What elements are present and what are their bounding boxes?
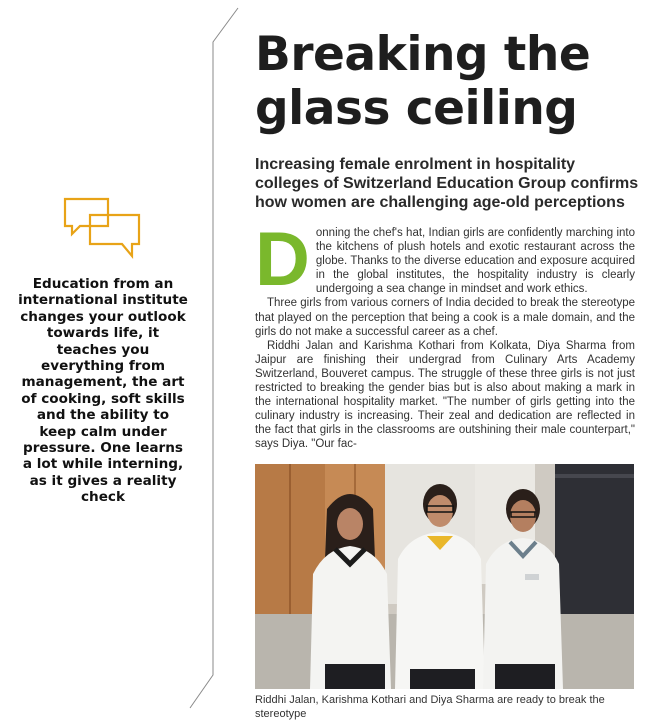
paragraph-2: Three girls from various corners of India decided to break the stereotype that played on the perception that being a cook is a male domain, and the girls do not make a successful career as a chef. <box>255 297 635 338</box>
subheadline: Increasing female enrolment in hospitality colleges of Switzerland Education Group confirms how women are challenging age-old perceptions <box>255 156 639 211</box>
article-body <box>255 217 635 452</box>
paragraph-1 <box>255 217 635 302</box>
paragraph-1-text: onning the chef's hat, Indian girls are confidently marching into the kitchens of plush hotels and exotic restaurant across the globe. Thanks to the diverse education and exposure acquired in the global institutes, the hospitality industry is clearly undergoing a sea change in mindset and work ethics. <box>315 227 635 296</box>
headline <box>255 28 645 136</box>
speech-bubbles-icon <box>62 196 142 260</box>
headline-line-1: Breaking the <box>255 27 591 82</box>
headline-line-2: glass ceiling <box>255 81 578 136</box>
photo-caption: Riddhi Jalan, Karishma Kothari and Diya Sharma are ready to break the stereotype <box>255 694 605 720</box>
article-photo <box>255 464 634 689</box>
drop-cap: D <box>255 217 310 302</box>
pull-quote: Education from an international institute changes your outlook towards life, it teaches you everything from management, the art of cooking, soft skills and the ability to keep calm under pressure. One learns a lot while interning, as it gives a reality check <box>18 276 188 506</box>
paragraph-3: Riddhi Jalan and Karishma Kothari from Kolkata, Diya Sharma from Jaipur are finishing their undergrad from Culinary Arts Academy Switzerland, Bouveret campus. The struggle of these three girls is not just restricted to breaking the gender bias but is also about making a mark in the international hospitality market. "The number of girls getting into the culinary industry is increasing. Their zeal and dedication are reflected in the fact that girls in the classrooms are outshining their male counterpart," says Diya. "Our fac- <box>255 339 635 451</box>
